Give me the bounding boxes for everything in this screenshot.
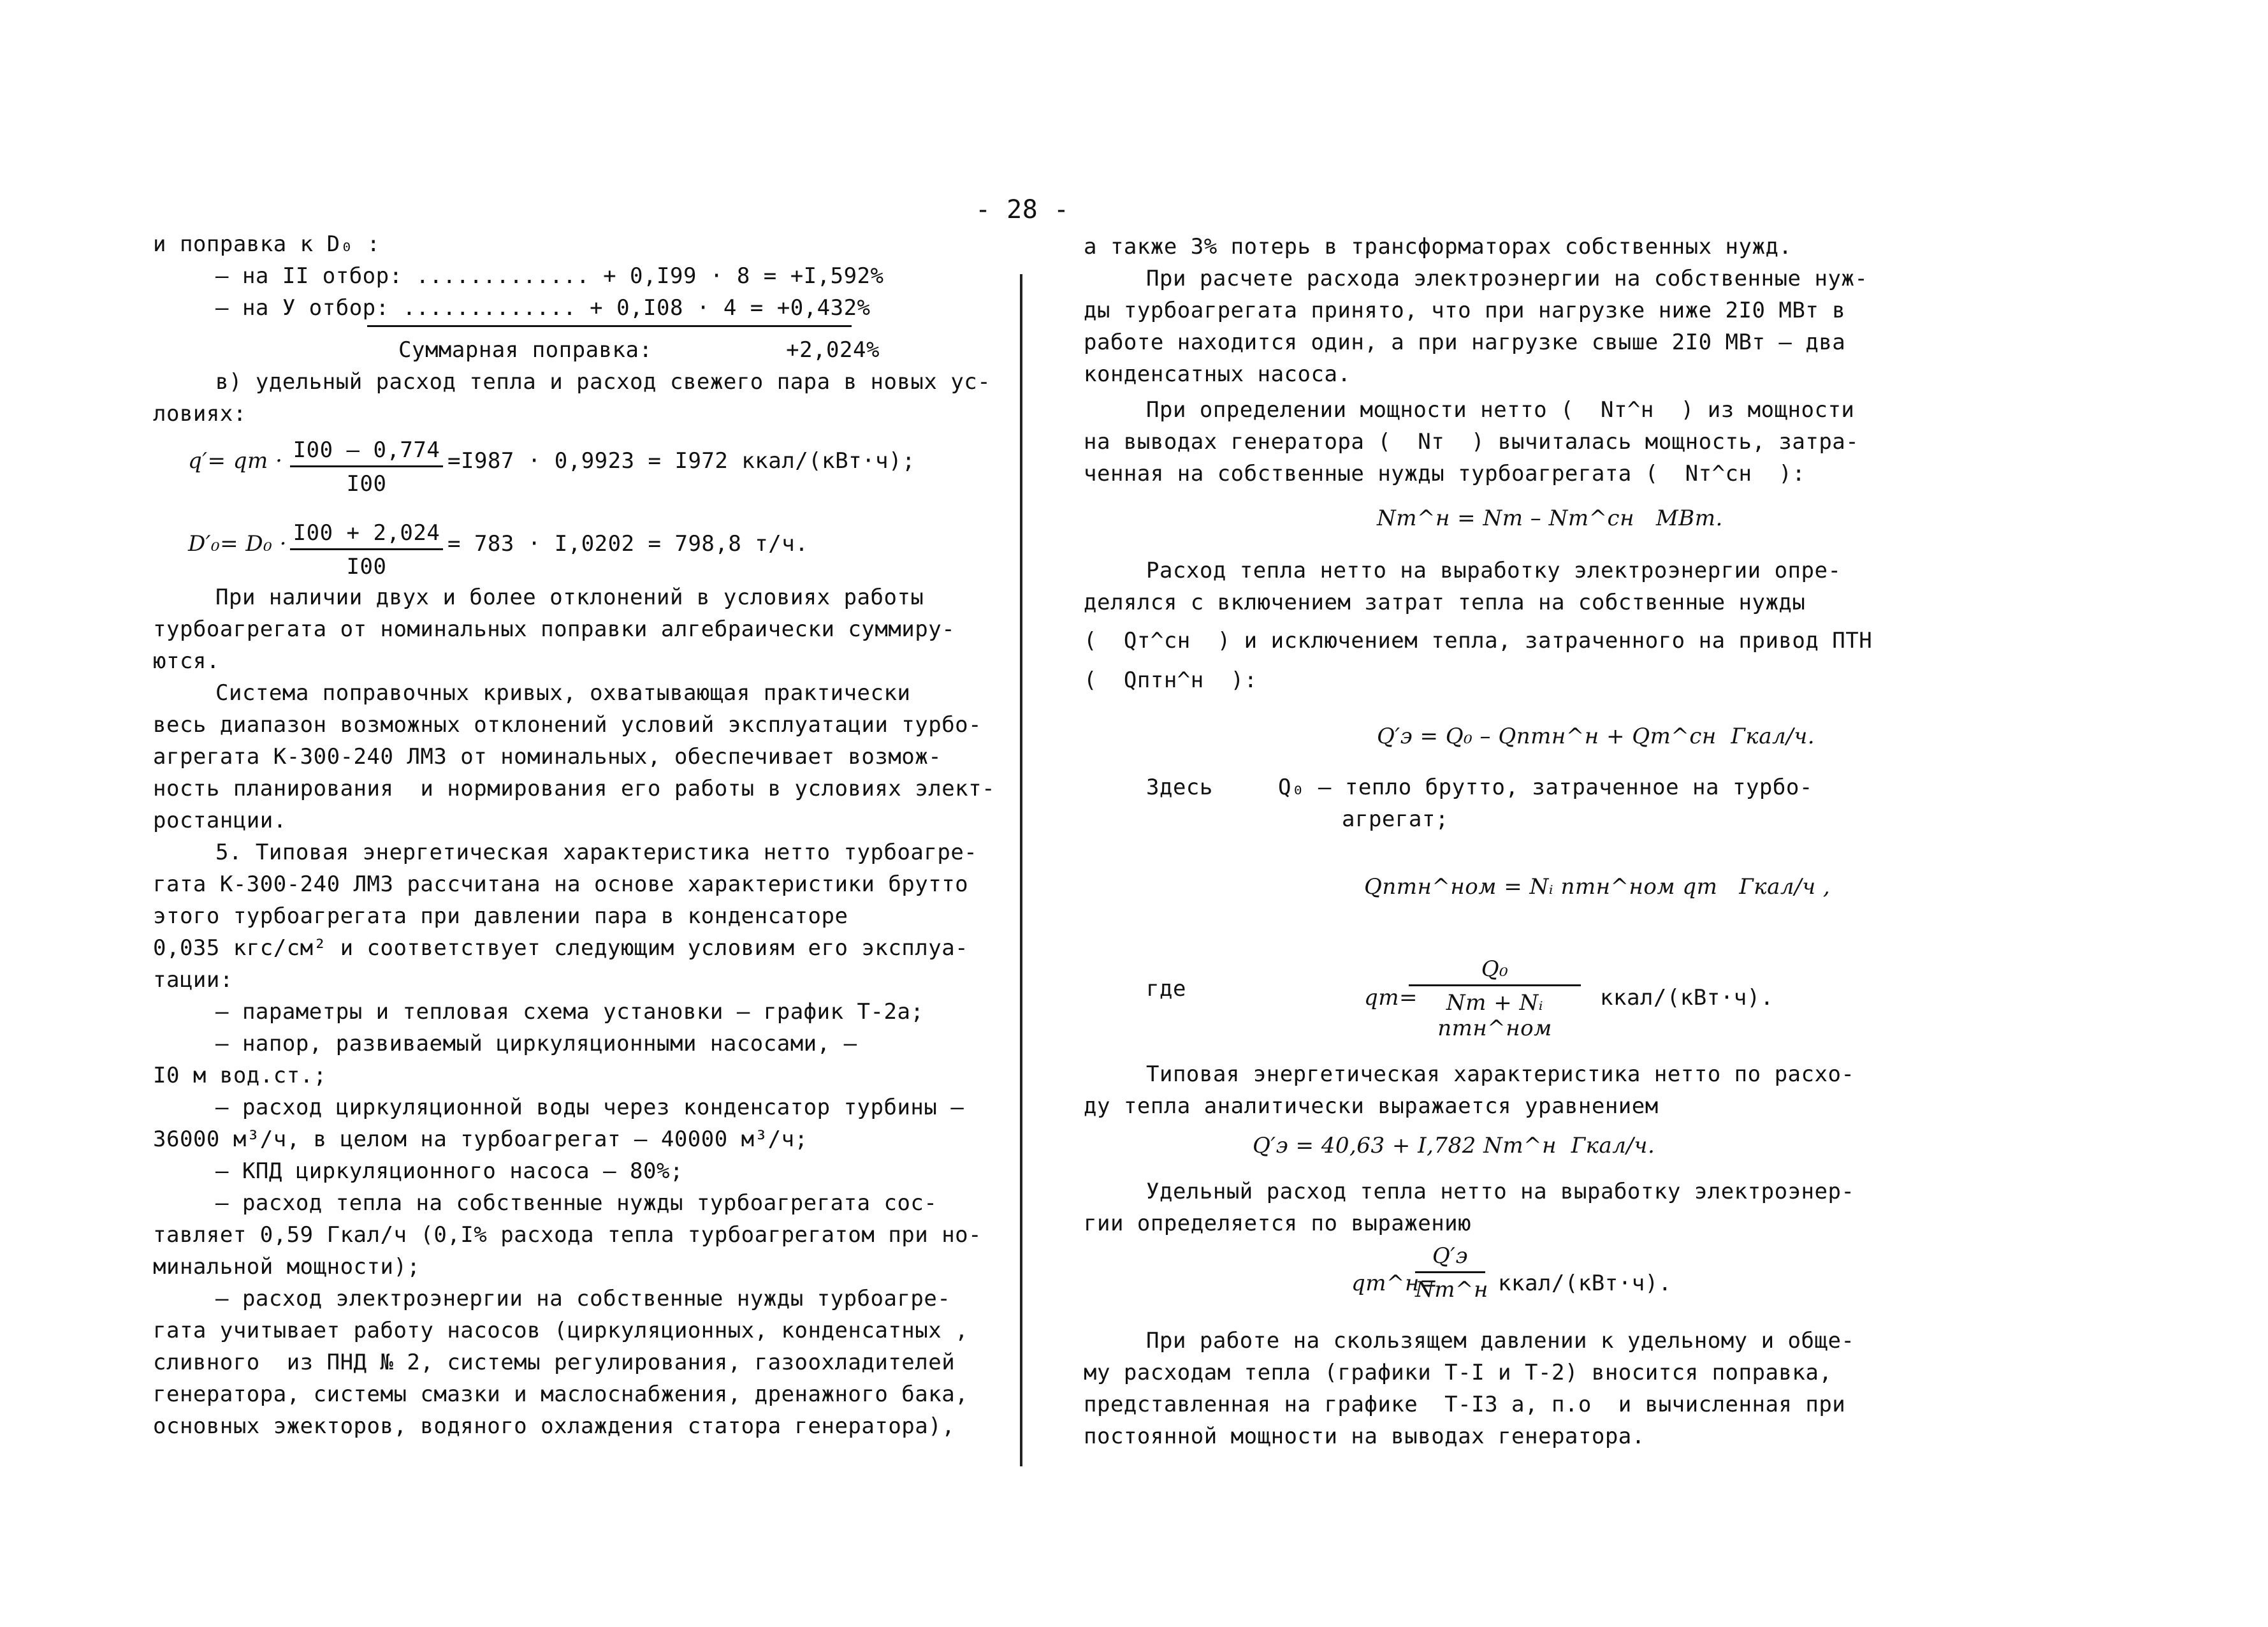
formula-1-numerator: I00 – 0,774 xyxy=(290,437,443,467)
formula-qt-rhs: ккал/(кВт·ч). xyxy=(1600,985,1774,1010)
text-line: При определении мощности нетто ( Nт^н ) из мощности xyxy=(1146,397,1855,423)
total-correction: Суммарная поправка: +2,024% xyxy=(398,337,880,363)
formula-heat-net: Q′э = Q₀ – Qптн^н + Qт^сн Гкал/ч. xyxy=(1377,724,1815,749)
formula-1-lhs: q′= qт · xyxy=(188,448,283,474)
formula-1-fraction xyxy=(290,437,443,497)
formula-1-denominator: I00 xyxy=(346,471,387,497)
text-line: делялся с включением затрат тепла на собственные нужды xyxy=(1084,590,1806,615)
paragraph-b-line-1: в) удельный расход тепла и расход свежего пара в новых ус- xyxy=(215,369,991,395)
formula-2-denominator: I00 xyxy=(346,554,387,580)
text-line: работе находится один, а при нагрузке свыше 2I0 МВт – два xyxy=(1084,330,1846,355)
formula-2-rhs: = 783 · I,0202 = 798,8 т/ч. xyxy=(447,531,809,557)
formula-qt-lhs: qт= xyxy=(1364,985,1418,1010)
text-line: ду тепла аналитически выражается уравнением xyxy=(1084,1093,1659,1119)
formula-net-power: Nт^н = Nт – Nт^сн МВт. xyxy=(1377,506,1723,531)
formula-qn-rhs: ккал/(кВт·ч). xyxy=(1498,1271,1672,1296)
paragraph-b-line-2: ловиях: xyxy=(153,401,247,427)
correction-line-5: – на У отбор: ............. + 0,I08 · 4 = +0,432% xyxy=(215,295,871,321)
text-line: сливного из ПНД № 2, системы регулирования, газоохладителей xyxy=(153,1350,956,1375)
text-line: – напор, развиваемый циркуляционными насосами, – xyxy=(215,1031,857,1056)
formula-qn-lhs: qт^н= xyxy=(1351,1271,1438,1296)
text-line: агрегат; xyxy=(1342,806,1449,832)
text-line: Типовая энергетическая характеристика нетто по расхо- xyxy=(1146,1062,1855,1087)
text-line: – расход тепла на собственные нужды турбоагрегата сос- xyxy=(215,1190,938,1216)
column-divider xyxy=(1020,274,1022,1466)
formula-1-rhs: =I987 · 0,9923 = I972 ккал/(кВт·ч); xyxy=(447,448,915,474)
formula-qn-denominator: Nт^н xyxy=(1415,1277,1488,1302)
text-line: а также 3% потерь в трансформаторах собственных нужд. xyxy=(1084,234,1792,259)
text-line: При работе на скользящем давлении к удельному и обще- xyxy=(1146,1328,1855,1353)
text-line: ростанции. xyxy=(153,808,287,833)
formula-2-fraction xyxy=(290,520,443,580)
text-line: постоянной мощности на выводах генератора. xyxy=(1084,1424,1645,1449)
text-line: тавляет 0,59 Гкал/ч (0,I% расхода тепла турбоагрегатом при но- xyxy=(153,1222,982,1248)
text-line: ды турбоагрегата принято, что при нагрузке ниже 2I0 МВт в xyxy=(1084,298,1846,323)
formula-q-ptn: Qптн^ном = Nᵢ птн^ном qт Гкал/ч , xyxy=(1364,874,1831,900)
text-line: Удельный расход тепла нетто на выработку электроэнер- xyxy=(1146,1179,1855,1204)
text-line: гии определяется по выражению xyxy=(1084,1211,1472,1236)
text-line: 0,035 кгс/см² и соответствует следующим условиям его эксплуа- xyxy=(153,935,969,961)
text-line: ( Qптн^н ): xyxy=(1084,668,1258,693)
text-line: – параметры и тепловая схема установки – график Т-2а; xyxy=(215,999,924,1025)
text-line: – расход циркуляционной воды через конденсатор турбины – xyxy=(215,1095,964,1120)
text-line: конденсатных насоса. xyxy=(1084,361,1351,387)
text-line: гата К-300-240 ЛМЗ рассчитана на основе характеристики брутто xyxy=(153,872,969,897)
text-line: 5. Типовая энергетическая характеристика нетто турбоагре- xyxy=(215,840,978,865)
text-line: При расчете расхода электроэнергии на собственные нуж- xyxy=(1146,266,1868,291)
text-line: на выводах генератора ( Nт ) вычиталась мощность, затра- xyxy=(1084,429,1859,455)
text-line: Расход тепла нетто на выработку электроэнергии опре- xyxy=(1146,558,1842,583)
text-line: ются. xyxy=(153,648,220,674)
text-line: гата учитывает работу насосов (циркуляционных, конденсатных , xyxy=(153,1318,969,1343)
text-line: ( Qт^сн ) и исключением тепла, затраченного на привод ПТН xyxy=(1084,628,1873,653)
formula-qt-numerator: Q₀ xyxy=(1409,956,1581,986)
text-line: минальной мощности); xyxy=(153,1254,421,1280)
text-line: турбоагрегата от номинальных поправки алгебраически суммиру- xyxy=(153,617,956,642)
sum-rule xyxy=(367,325,852,327)
text-line: – КПД циркуляционного насоса – 80%; xyxy=(215,1158,683,1184)
text-line: 36000 м³/ч, в целом на турбоагрегат – 40000 м³/ч; xyxy=(153,1127,808,1152)
correction-intro: и поправка к D₀ : xyxy=(153,231,381,257)
text-line: – расход электроэнергии на собственные нужды турбоагре- xyxy=(215,1286,951,1311)
formula-2-lhs: D′₀= D₀ · xyxy=(188,531,287,557)
text-line: генератора, системы смазки и маслоснабжения, дренажного бака, xyxy=(153,1382,969,1407)
formula-qt-fraction xyxy=(1409,956,1581,1041)
page-number: - 28 - xyxy=(975,195,1070,224)
text-line: Q₀ – тепло брутто, затраченное на турбо- xyxy=(1278,775,1813,800)
formula-qt-denominator: Nт + Nᵢ птн^ном xyxy=(1437,990,1552,1041)
text-line: агрегата К-300-240 ЛМЗ от номинальных, обеспечивает возмож- xyxy=(153,744,942,770)
formula-qn-numerator: Q′э xyxy=(1415,1243,1485,1273)
correction-line-2: – на II отбор: ............. + 0,I99 · 8 = +I,592% xyxy=(215,263,884,289)
text-line: При наличии двух и более отклонений в условиях работы xyxy=(215,585,924,610)
text-line: представленная на графике Т-I3 а, п.о и вычисленная при xyxy=(1084,1392,1846,1417)
text-line: му расходам тепла (графики Т-I и Т-2) вносится поправка, xyxy=(1084,1360,1833,1385)
text-line: Система поправочных кривых, охватывающая практически xyxy=(215,680,911,706)
text-line: этого турбоагрегата при давлении пара в конденсаторе xyxy=(153,903,848,929)
formula-heat-equation: Q′э = 40,63 + I,782 Nт^н Гкал/ч. xyxy=(1253,1133,1655,1158)
label-where: где xyxy=(1146,976,1186,1002)
text-line: ченная на собственные нужды турбоагрегата ( Nт^сн ): xyxy=(1084,461,1806,486)
text-line: весь диапазон возможных отклонений условий эксплуатации турбо- xyxy=(153,712,982,738)
text-line: I0 м вод.ст.; xyxy=(153,1063,327,1088)
text-line: основных эжекторов, водяного охлаждения статора генератора), xyxy=(153,1413,956,1439)
text-line: ность планирования и нормирования его работы в условиях элект- xyxy=(153,776,996,801)
text-line: тации: xyxy=(153,967,233,993)
formula-qn-fraction xyxy=(1415,1243,1488,1302)
label-here: Здесь xyxy=(1146,775,1213,800)
formula-2-numerator: I00 + 2,024 xyxy=(290,520,443,550)
